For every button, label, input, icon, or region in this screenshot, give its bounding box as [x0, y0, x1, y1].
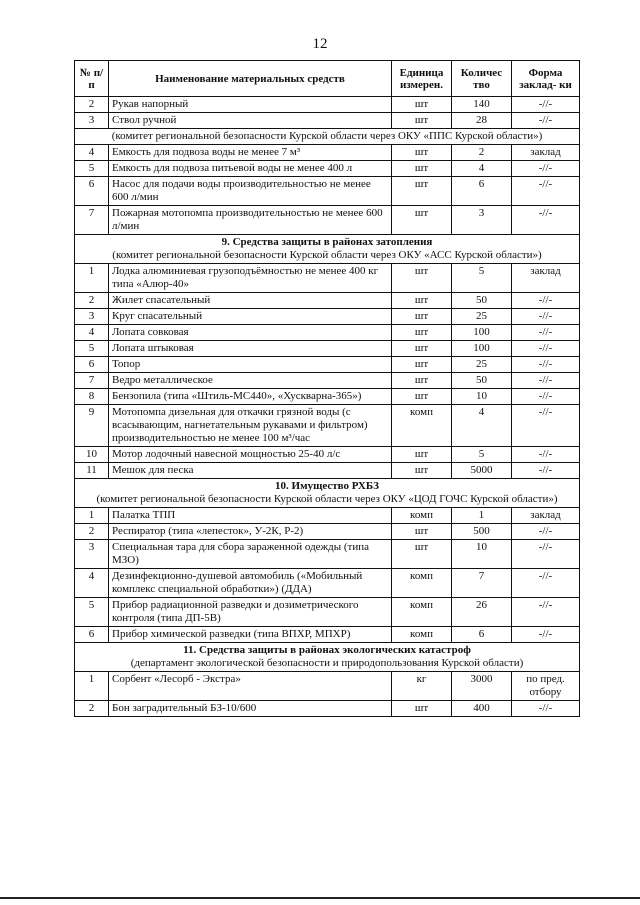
unit-cell: кг: [392, 672, 452, 701]
unit-cell: шт: [392, 463, 452, 479]
unit-cell: комп: [392, 569, 452, 598]
table-row: [75, 540, 580, 569]
row-number-cell: 7: [75, 373, 109, 389]
table-header-row: [75, 61, 580, 97]
form-cell: -//-: [512, 701, 580, 717]
quantity-cell: 4: [452, 405, 512, 447]
form-cell: -//-: [512, 463, 580, 479]
item-name-cell: Лодка алюминиевая грузоподъёмностью не менее 400 кг типа «Алюр-40»: [109, 264, 392, 293]
item-name-cell: Прибор радиационной разведки и дозиметрического контроля (типа ДП-5В): [109, 598, 392, 627]
row-number-cell: 3: [75, 540, 109, 569]
page-number: 12: [312, 36, 328, 52]
table-row: [75, 463, 580, 479]
form-cell: заклад: [512, 508, 580, 524]
table-row: [75, 569, 580, 598]
table-row: [75, 508, 580, 524]
quantity-cell: 10: [452, 540, 512, 569]
row-number-cell: 11: [75, 463, 109, 479]
table-row: [75, 161, 580, 177]
item-name-cell: Насос для подачи воды производительностью не менее 600 л/мин: [109, 177, 392, 206]
section-header: [75, 235, 580, 264]
item-name-cell: Лопата штыковая: [109, 341, 392, 357]
section-subtitle: (комитет региональной безопасности Курской области через ОКУ «АСС Курской области»): [112, 249, 542, 261]
table-body: [75, 97, 580, 717]
quantity-cell: 1: [452, 508, 512, 524]
unit-cell: шт: [392, 357, 452, 373]
header-num: № п/п: [75, 61, 109, 97]
header-qty: Количес тво: [452, 61, 512, 97]
unit-cell: шт: [392, 309, 452, 325]
quantity-cell: 140: [452, 97, 512, 113]
row-number-cell: 4: [75, 325, 109, 341]
quantity-cell: 100: [452, 325, 512, 341]
row-number-cell: 9: [75, 405, 109, 447]
form-cell: -//-: [512, 598, 580, 627]
quantity-cell: 100: [452, 341, 512, 357]
table-row: [75, 206, 580, 235]
form-cell: -//-: [512, 293, 580, 309]
row-number-cell: 2: [75, 524, 109, 540]
form-cell: -//-: [512, 309, 580, 325]
section-title: 9. Средства защиты в районах затопления: [221, 236, 433, 248]
row-number-cell: 4: [75, 145, 109, 161]
quantity-cell: 25: [452, 357, 512, 373]
row-number-cell: 2: [75, 701, 109, 717]
unit-cell: шт: [392, 177, 452, 206]
unit-cell: шт: [392, 701, 452, 717]
row-number-cell: 7: [75, 206, 109, 235]
form-cell: заклад: [512, 145, 580, 161]
quantity-cell: 500: [452, 524, 512, 540]
quantity-cell: 10: [452, 389, 512, 405]
row-number-cell: 8: [75, 389, 109, 405]
unit-cell: комп: [392, 405, 452, 447]
row-number-cell: 2: [75, 293, 109, 309]
materials-table: [74, 60, 580, 717]
form-cell: -//-: [512, 405, 580, 447]
row-number-cell: 3: [75, 113, 109, 129]
header-form: Форма заклад- ки: [512, 61, 580, 97]
table-row: [75, 389, 580, 405]
table-row: [75, 113, 580, 129]
item-name-cell: Мотор лодочный навесной мощностью 25-40 л/с: [109, 447, 392, 463]
quantity-cell: 5: [452, 264, 512, 293]
row-number-cell: 10: [75, 447, 109, 463]
item-name-cell: Топор: [109, 357, 392, 373]
item-name-cell: Сорбент «Лесорб - Экстра»: [109, 672, 392, 701]
unit-cell: шт: [392, 389, 452, 405]
form-cell: -//-: [512, 569, 580, 598]
item-name-cell: Палатка ТПП: [109, 508, 392, 524]
quantity-cell: 2: [452, 145, 512, 161]
unit-cell: шт: [392, 325, 452, 341]
row-number-cell: 3: [75, 309, 109, 325]
table-row: [75, 341, 580, 357]
table-row: [75, 405, 580, 447]
item-name-cell: Прибор химической разведки (типа ВПХР, МПХР): [109, 627, 392, 643]
quantity-cell: 400: [452, 701, 512, 717]
item-name-cell: Мешок для песка: [109, 463, 392, 479]
section-header-row: [75, 643, 580, 672]
table-row: [75, 627, 580, 643]
table-row: [75, 373, 580, 389]
row-number-cell: 5: [75, 161, 109, 177]
row-number-cell: 2: [75, 97, 109, 113]
item-name-cell: Ведро металлическое: [109, 373, 392, 389]
item-name-cell: Бон заградительный БЗ-10/600: [109, 701, 392, 717]
quantity-cell: 26: [452, 598, 512, 627]
form-cell: -//-: [512, 341, 580, 357]
item-name-cell: Жилет спасательный: [109, 293, 392, 309]
table-row: [75, 97, 580, 113]
form-cell: -//-: [512, 325, 580, 341]
item-name-cell: Респиратор (типа «лепесток», У-2К, Р-2): [109, 524, 392, 540]
unit-cell: шт: [392, 524, 452, 540]
item-name-cell: Пожарная мотопомпа производительностью не менее 600 л/мин: [109, 206, 392, 235]
quantity-cell: 5000: [452, 463, 512, 479]
item-name-cell: Емкость для подвоза воды не менее 7 м³: [109, 145, 392, 161]
form-cell: -//-: [512, 113, 580, 129]
row-number-cell: 4: [75, 569, 109, 598]
row-number-cell: 5: [75, 341, 109, 357]
form-cell: -//-: [512, 540, 580, 569]
section-header: [75, 643, 580, 672]
section-subtitle: (департамент экологической безопасности и природопользования Курской области): [130, 657, 524, 669]
section-header: [75, 479, 580, 508]
quantity-cell: 25: [452, 309, 512, 325]
unit-cell: шт: [392, 373, 452, 389]
unit-cell: комп: [392, 627, 452, 643]
form-cell: -//-: [512, 447, 580, 463]
table-row: [75, 447, 580, 463]
form-cell: -//-: [512, 177, 580, 206]
section-header: [75, 129, 580, 145]
table-row: [75, 701, 580, 717]
quantity-cell: 6: [452, 627, 512, 643]
form-cell: -//-: [512, 389, 580, 405]
unit-cell: шт: [392, 447, 452, 463]
table-row: [75, 177, 580, 206]
quantity-cell: 7: [452, 569, 512, 598]
unit-cell: комп: [392, 508, 452, 524]
row-number-cell: 6: [75, 357, 109, 373]
quantity-cell: 4: [452, 161, 512, 177]
unit-cell: шт: [392, 341, 452, 357]
quantity-cell: 3000: [452, 672, 512, 701]
header-name: Наименование материальных средств: [109, 61, 392, 97]
section-header-row: [75, 129, 580, 145]
item-name-cell: Ствол ручной: [109, 113, 392, 129]
form-cell: заклад: [512, 264, 580, 293]
quantity-cell: 28: [452, 113, 512, 129]
item-name-cell: Дезинфекционно-душевой автомобиль («Мобильный комплекс специальной обработки») (ДДА): [109, 569, 392, 598]
form-cell: -//-: [512, 373, 580, 389]
row-number-cell: 6: [75, 177, 109, 206]
form-cell: -//-: [512, 524, 580, 540]
unit-cell: шт: [392, 145, 452, 161]
row-number-cell: 6: [75, 627, 109, 643]
item-name-cell: Специальная тара для сбора зараженной одежды (типа МЗО): [109, 540, 392, 569]
item-name-cell: Мотопомпа дизельная для откачки грязной воды (с всасывающим, нагнетательным рукавами и фильтром) производительностью не менее 100 м³/час: [109, 405, 392, 447]
form-cell: -//-: [512, 161, 580, 177]
section-subtitle: (комитет региональной безопасности Курской области через ОКУ «ЦОД ГОЧС Курской области»): [96, 493, 558, 505]
row-number-cell: 1: [75, 672, 109, 701]
unit-cell: шт: [392, 206, 452, 235]
item-name-cell: Рукав напорный: [109, 97, 392, 113]
section-header-row: [75, 479, 580, 508]
section-subtitle: (комитет региональной безопасности Курской области через ОКУ «ППС Курской области»): [111, 130, 543, 142]
table-row: [75, 325, 580, 341]
item-name-cell: Бензопила (типа «Штиль-МС440», «Хускварна-365»): [109, 389, 392, 405]
form-cell: -//-: [512, 97, 580, 113]
header-unit: Единица измерен.: [392, 61, 452, 97]
item-name-cell: Емкость для подвоза питьевой воды не менее 400 л: [109, 161, 392, 177]
table-row: [75, 309, 580, 325]
row-number-cell: 1: [75, 508, 109, 524]
row-number-cell: 1: [75, 264, 109, 293]
unit-cell: шт: [392, 293, 452, 309]
quantity-cell: 6: [452, 177, 512, 206]
item-name-cell: Круг спасательный: [109, 309, 392, 325]
table-row: [75, 264, 580, 293]
table-row: [75, 672, 580, 701]
table-row: [75, 145, 580, 161]
unit-cell: шт: [392, 161, 452, 177]
unit-cell: шт: [392, 97, 452, 113]
unit-cell: комп: [392, 598, 452, 627]
row-number-cell: 5: [75, 598, 109, 627]
unit-cell: шт: [392, 264, 452, 293]
quantity-cell: 50: [452, 373, 512, 389]
section-title: 10. Имущество РХБЗ: [275, 480, 379, 492]
section-title: 11. Средства защиты в районах экологических катастроф: [183, 644, 471, 656]
unit-cell: шт: [392, 540, 452, 569]
quantity-cell: 50: [452, 293, 512, 309]
quantity-cell: 3: [452, 206, 512, 235]
form-cell: -//-: [512, 206, 580, 235]
table-row: [75, 293, 580, 309]
table-row: [75, 598, 580, 627]
section-header-row: [75, 235, 580, 264]
form-cell: -//-: [512, 627, 580, 643]
unit-cell: шт: [392, 113, 452, 129]
form-cell: по пред. отбору: [512, 672, 580, 701]
scan-edge-line: [0, 897, 640, 899]
quantity-cell: 5: [452, 447, 512, 463]
form-cell: -//-: [512, 357, 580, 373]
table-row: [75, 524, 580, 540]
table-row: [75, 357, 580, 373]
item-name-cell: Лопата совковая: [109, 325, 392, 341]
